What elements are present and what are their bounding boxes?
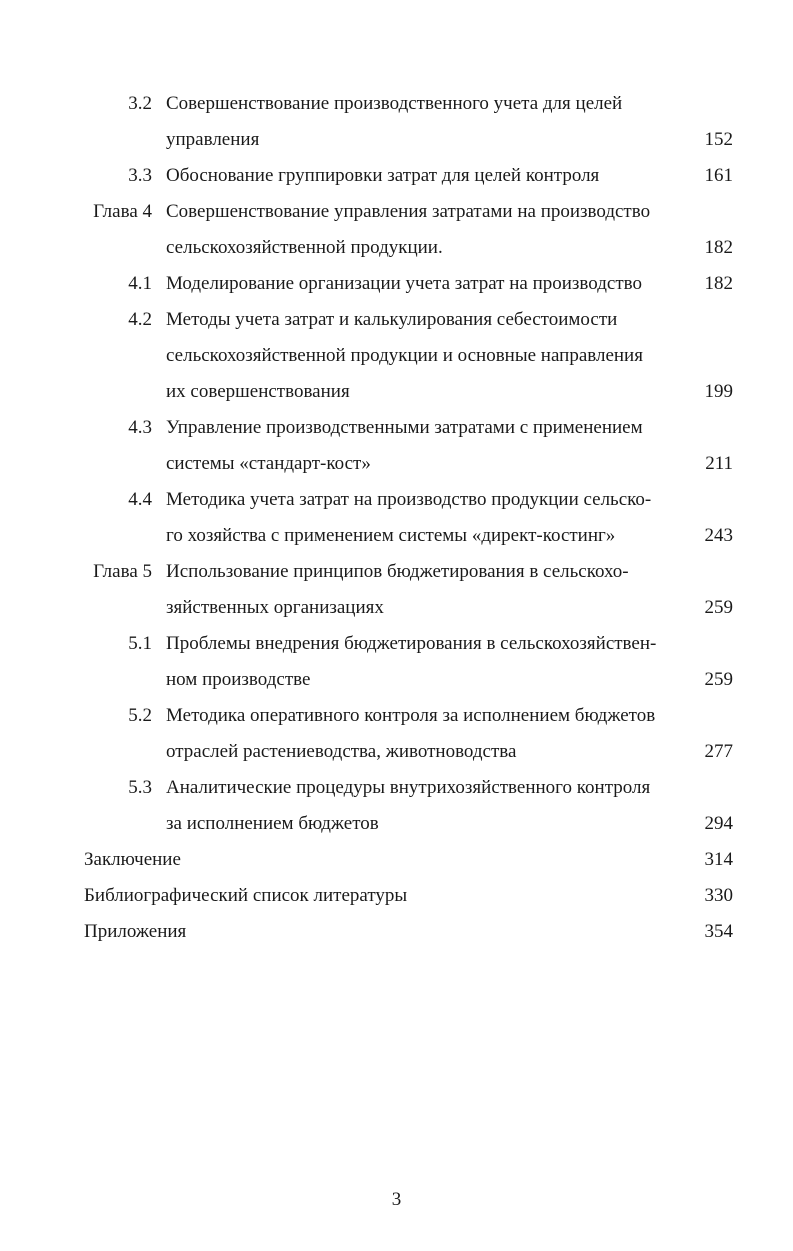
toc-entry-number: 3.2 (128, 93, 152, 114)
toc-entry-title: Приложения (84, 921, 187, 942)
toc-entry-5-3 (0, 775, 793, 801)
toc-entry-title: за исполнением бюджетов (166, 813, 379, 834)
toc-entry-number: 3.3 (128, 165, 152, 186)
toc-entry-title: Аналитические процедуры внутрихозяйственного контроля (166, 777, 651, 798)
toc-entry-appendices (0, 919, 793, 945)
toc-entry-page: 161 (704, 165, 733, 186)
toc-entry-title: Управление производственными затратами с применением (166, 417, 643, 438)
toc-entry-4-4-cont (0, 523, 793, 549)
toc-entry-4-2 (0, 307, 793, 333)
toc-entry-page: 211 (705, 453, 733, 474)
toc-entry-3-2 (0, 91, 793, 117)
toc-entry-5-1-cont (0, 667, 793, 693)
toc-entry-title: системы «стандарт-кост» (166, 453, 371, 474)
toc-entry-4-3-cont (0, 451, 793, 477)
toc-entry-title: Библиографический список литературы (84, 885, 408, 906)
toc-entry-title: Совершенствование производственного учета для целей (166, 93, 623, 114)
toc-entry-title: Методика учета затрат на производство продукции сельско- (166, 489, 652, 510)
toc-entry-chapter-5-cont (0, 595, 793, 621)
toc-entry-page: 277 (704, 741, 733, 762)
toc-entry-page: 330 (704, 885, 733, 906)
toc-entry-chapter-4 (0, 199, 793, 225)
toc-entry-page: 294 (704, 813, 733, 834)
toc-entry-title: их совершенствования (166, 381, 350, 402)
toc-entry-page: 152 (704, 129, 733, 150)
toc-entry-5-3-cont (0, 811, 793, 837)
toc-entry-4-1 (0, 271, 793, 297)
toc-entry-title: зяйственных организациях (166, 597, 384, 618)
toc-entry-3-2-cont (0, 127, 793, 153)
toc-entry-page: 182 (704, 273, 733, 294)
toc-entry-page: 199 (704, 381, 733, 402)
toc-entry-title: Методы учета затрат и калькулирования себестоимости (166, 309, 618, 330)
toc-entry-title: Заключение (84, 849, 181, 870)
toc-entry-title: Методика оперативного контроля за исполнением бюджетов (166, 705, 656, 726)
toc-entry-title: Моделирование организации учета затрат на производство (166, 273, 642, 294)
toc-entry-5-1 (0, 631, 793, 657)
toc-entry-number: Глава 4 (93, 201, 152, 222)
toc-entry-title: сельскохозяйственной продукции и основные направления (166, 345, 643, 366)
toc-entry-4-3 (0, 415, 793, 441)
toc-entry-number: 5.1 (128, 633, 152, 654)
toc-entry-4-2-cont2 (0, 379, 793, 405)
toc-entry-page: 182 (704, 237, 733, 258)
toc-entry-3-3 (0, 163, 793, 189)
page-number: 3 (391, 1189, 402, 1210)
toc-entry-title: Проблемы внедрения бюджетирования в сельскохозяйствен- (166, 633, 657, 654)
toc-entry-5-2 (0, 703, 793, 729)
toc-entry-number: 4.1 (128, 273, 152, 294)
toc-entry-page: 314 (704, 849, 733, 870)
toc-entry-page: 243 (704, 525, 733, 546)
toc-entry-title: го хозяйства с применением системы «директ-костинг» (166, 525, 616, 546)
toc-entry-title: Обоснование группировки затрат для целей контроля (166, 165, 600, 186)
toc-entry-chapter-4-cont (0, 235, 793, 261)
toc-entry-bibliography (0, 883, 793, 909)
toc-entry-number: 5.3 (128, 777, 152, 798)
toc-entry-4-2-cont (0, 343, 793, 369)
toc-entry-page: 259 (704, 669, 733, 690)
toc-entry-conclusion (0, 847, 793, 873)
toc-entry-title: Совершенствование управления затратами на производство (166, 201, 651, 222)
toc-entry-number: 4.4 (128, 489, 152, 510)
toc-entry-page: 354 (704, 921, 733, 942)
toc-entry-title: ном производстве (166, 669, 311, 690)
toc-entry-number: 4.2 (128, 309, 152, 330)
toc-entry-title: управления (166, 129, 260, 150)
toc-entry-chapter-5 (0, 559, 793, 585)
toc-entry-5-2-cont (0, 739, 793, 765)
toc-entry-4-4 (0, 487, 793, 513)
toc-entry-page: 259 (704, 597, 733, 618)
toc-entry-title: отраслей растениеводства, животноводства (166, 741, 517, 762)
toc-entry-title: сельскохозяйственной продукции. (166, 237, 443, 258)
toc-entry-title: Использование принципов бюджетирования в сельскохо- (166, 561, 629, 582)
toc-entry-number: 4.3 (128, 417, 152, 438)
toc-entry-number: Глава 5 (93, 561, 152, 582)
toc-entry-number: 5.2 (128, 705, 152, 726)
